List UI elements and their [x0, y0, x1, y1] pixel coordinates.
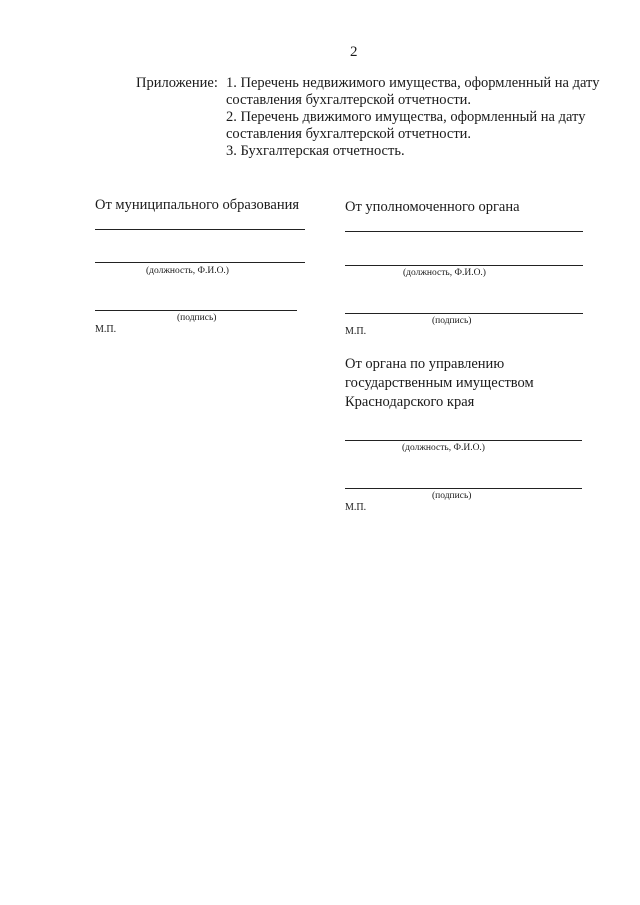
municipal-signature-line — [95, 310, 297, 311]
authorized-signature-line — [345, 313, 583, 314]
property-heading-line: Краснодарского края — [345, 394, 475, 410]
municipal-heading: От муниципального образования — [95, 197, 300, 213]
property-seal-label: М.П. — [345, 502, 367, 513]
property-signature-line — [345, 488, 582, 489]
attachment-line: 3. Бухгалтерская отчетность. — [226, 143, 405, 159]
authorized-signature-caption: (подпись) — [432, 316, 472, 326]
page-number: 2 — [350, 44, 358, 60]
municipal-position-line — [95, 262, 305, 263]
property-heading-line: государственным имуществом — [345, 375, 534, 391]
attachments-list — [226, 75, 599, 160]
attachment-line: составления бухгалтерской отчетности. — [226, 92, 472, 108]
authorized-body-heading: От уполномоченного органа — [345, 199, 520, 215]
municipal-seal-label: М.П. — [95, 324, 117, 335]
authorized-line-1 — [345, 231, 583, 232]
municipal-position-caption: (должность, Ф.И.О.) — [146, 266, 229, 276]
attachments-label: Приложение: — [136, 75, 218, 91]
attachment-line: 2. Перечень движимого имущества, оформленный на дату — [226, 109, 586, 125]
municipal-line-1 — [95, 229, 305, 230]
attachment-line: составления бухгалтерской отчетности. — [226, 126, 472, 142]
municipal-signature-caption: (подпись) — [177, 313, 217, 323]
property-body-heading — [345, 355, 534, 412]
attachment-line: 1. Перечень недвижимого имущества, оформленный на дату — [226, 75, 600, 91]
authorized-seal-label: М.П. — [345, 326, 367, 337]
property-heading-line: От органа по управлению — [345, 356, 505, 372]
authorized-position-caption: (должность, Ф.И.О.) — [403, 268, 486, 278]
property-signature-caption: (подпись) — [432, 491, 472, 501]
property-position-caption: (должность, Ф.И.О.) — [402, 443, 485, 453]
property-position-line — [345, 440, 582, 441]
authorized-position-line — [345, 265, 583, 266]
